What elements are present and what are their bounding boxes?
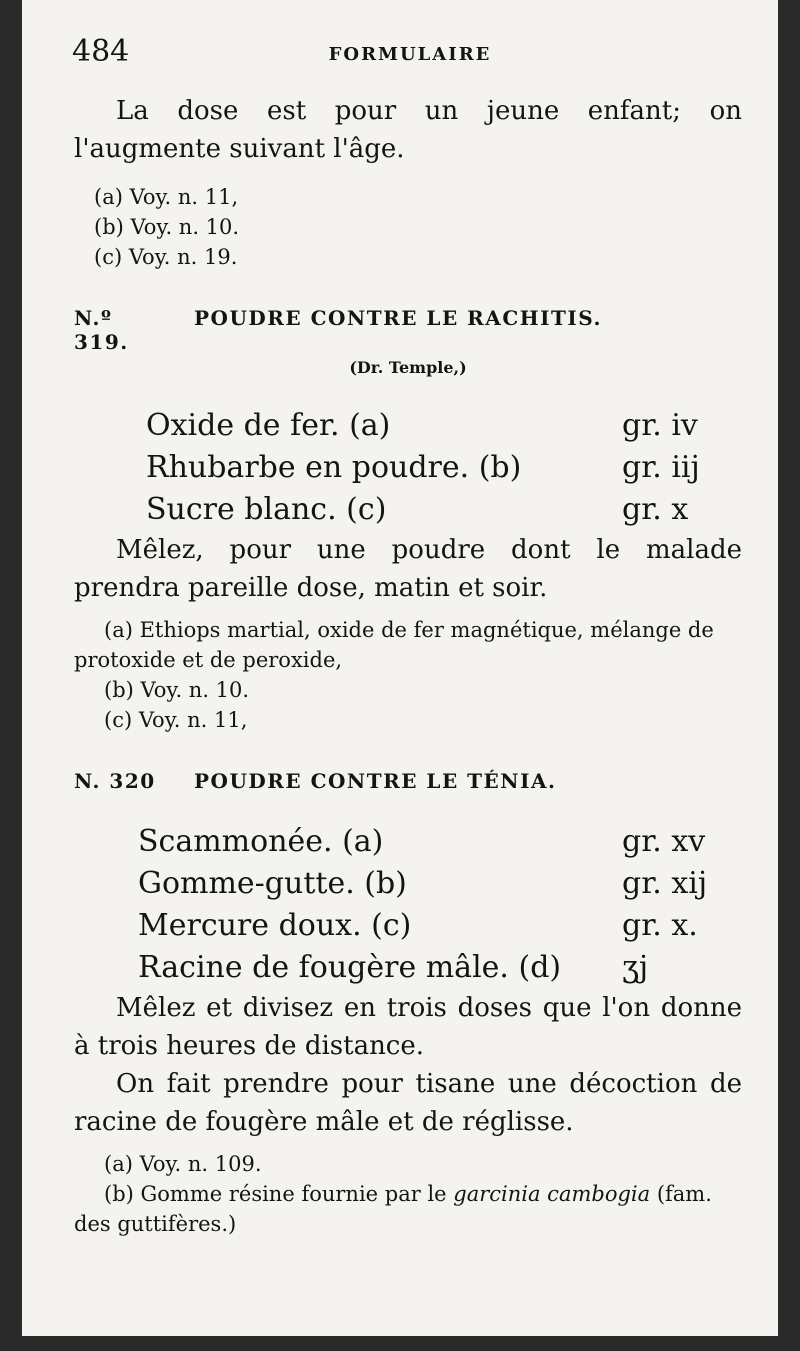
section-319-note-a: (a) Ethiops martial, oxide de fer magnétique, mélange de protoxide et de peroxide, <box>74 618 714 672</box>
intro-note-b: (b) Voy. n. 10. <box>94 215 240 239</box>
section-319-recipe <box>74 405 742 531</box>
recipe-row <box>74 947 742 989</box>
section-319-note-b: (b) Voy. n. 10. <box>104 678 250 702</box>
section-320-instructions: Mêlez et divisez en trois doses que l'on donne à trois heures de distance. <box>74 993 742 1061</box>
section-320-recipe <box>74 821 742 989</box>
note-b-text-start: (b) Gomme résine fournie par le <box>104 1182 454 1206</box>
recipe-row <box>74 447 742 489</box>
ingredient-name: Oxide de fer. (a) <box>146 408 391 443</box>
page-header <box>72 34 748 74</box>
section-320-notes <box>74 1149 742 1239</box>
section-320-note-a: (a) Voy. n. 109. <box>104 1152 262 1176</box>
recipe-row <box>74 821 742 863</box>
page-content <box>74 92 742 1239</box>
recipe-row <box>74 905 742 947</box>
ingredient-name: Racine de fougère mâle. (d) <box>138 950 562 985</box>
ingredient-name: Mercure doux. (c) <box>138 908 412 943</box>
intro-paragraph: La dose est pour un jeune enfant; on l'augmente suivant l'âge. <box>74 96 742 164</box>
intro-note-c: (c) Voy. n. 19. <box>94 245 238 269</box>
section-320-title: POUDRE CONTRE LE TÉNIA. <box>194 769 557 793</box>
ingredient-name: Scammonée. (a) <box>138 824 384 859</box>
ingredient-name: Rhubarbe en poudre. (b) <box>146 450 522 485</box>
intro-note-a: (a) Voy. n. 11, <box>94 185 239 209</box>
section-319-notes <box>74 615 742 735</box>
section-319-note-c: (c) Voy. n. 11, <box>104 708 248 732</box>
section-319-heading <box>74 306 742 354</box>
section-319-instructions: Mêlez, pour une poudre dont le malade prendra pareille dose, matin et soir. <box>74 535 742 603</box>
section-320-heading <box>74 769 742 793</box>
section-320-note-b <box>74 1179 742 1239</box>
ingredient-name: Gomme-gutte. (b) <box>138 866 407 901</box>
note-b-species: garcinia cambogia <box>453 1182 651 1206</box>
recipe-row <box>74 863 742 905</box>
ingredient-quantity: gr. x <box>622 492 689 527</box>
page-number: 484 <box>72 34 130 69</box>
ingredient-quantity: gr. iv <box>622 408 698 443</box>
ingredient-quantity: gr. xij <box>622 866 708 901</box>
running-head: FORMULAIRE <box>328 44 492 65</box>
ingredient-name: Sucre blanc. (c) <box>146 492 387 527</box>
section-320-tisane: On fait prendre pour tisane une décoction de racine de fougère mâle et de réglisse. <box>74 1069 742 1137</box>
section-319-title: POUDRE CONTRE LE RACHITIS. <box>194 306 602 330</box>
ingredient-quantity: gr. xv <box>622 824 706 859</box>
intro-notes <box>94 182 742 272</box>
ingredient-quantity: ʒj <box>622 950 649 985</box>
book-page <box>22 0 778 1336</box>
ingredient-quantity: gr. x. <box>622 908 698 943</box>
section-319-author: (Dr. Temple,) <box>349 358 467 377</box>
note-b-text-end: (fam. des guttifères.) <box>74 1182 712 1236</box>
section-319-number: N.º 319. <box>74 306 129 354</box>
recipe-row <box>74 405 742 447</box>
ingredient-quantity: gr. iij <box>622 450 700 485</box>
section-320-number: N. 320 <box>74 769 156 793</box>
recipe-row <box>74 489 742 531</box>
